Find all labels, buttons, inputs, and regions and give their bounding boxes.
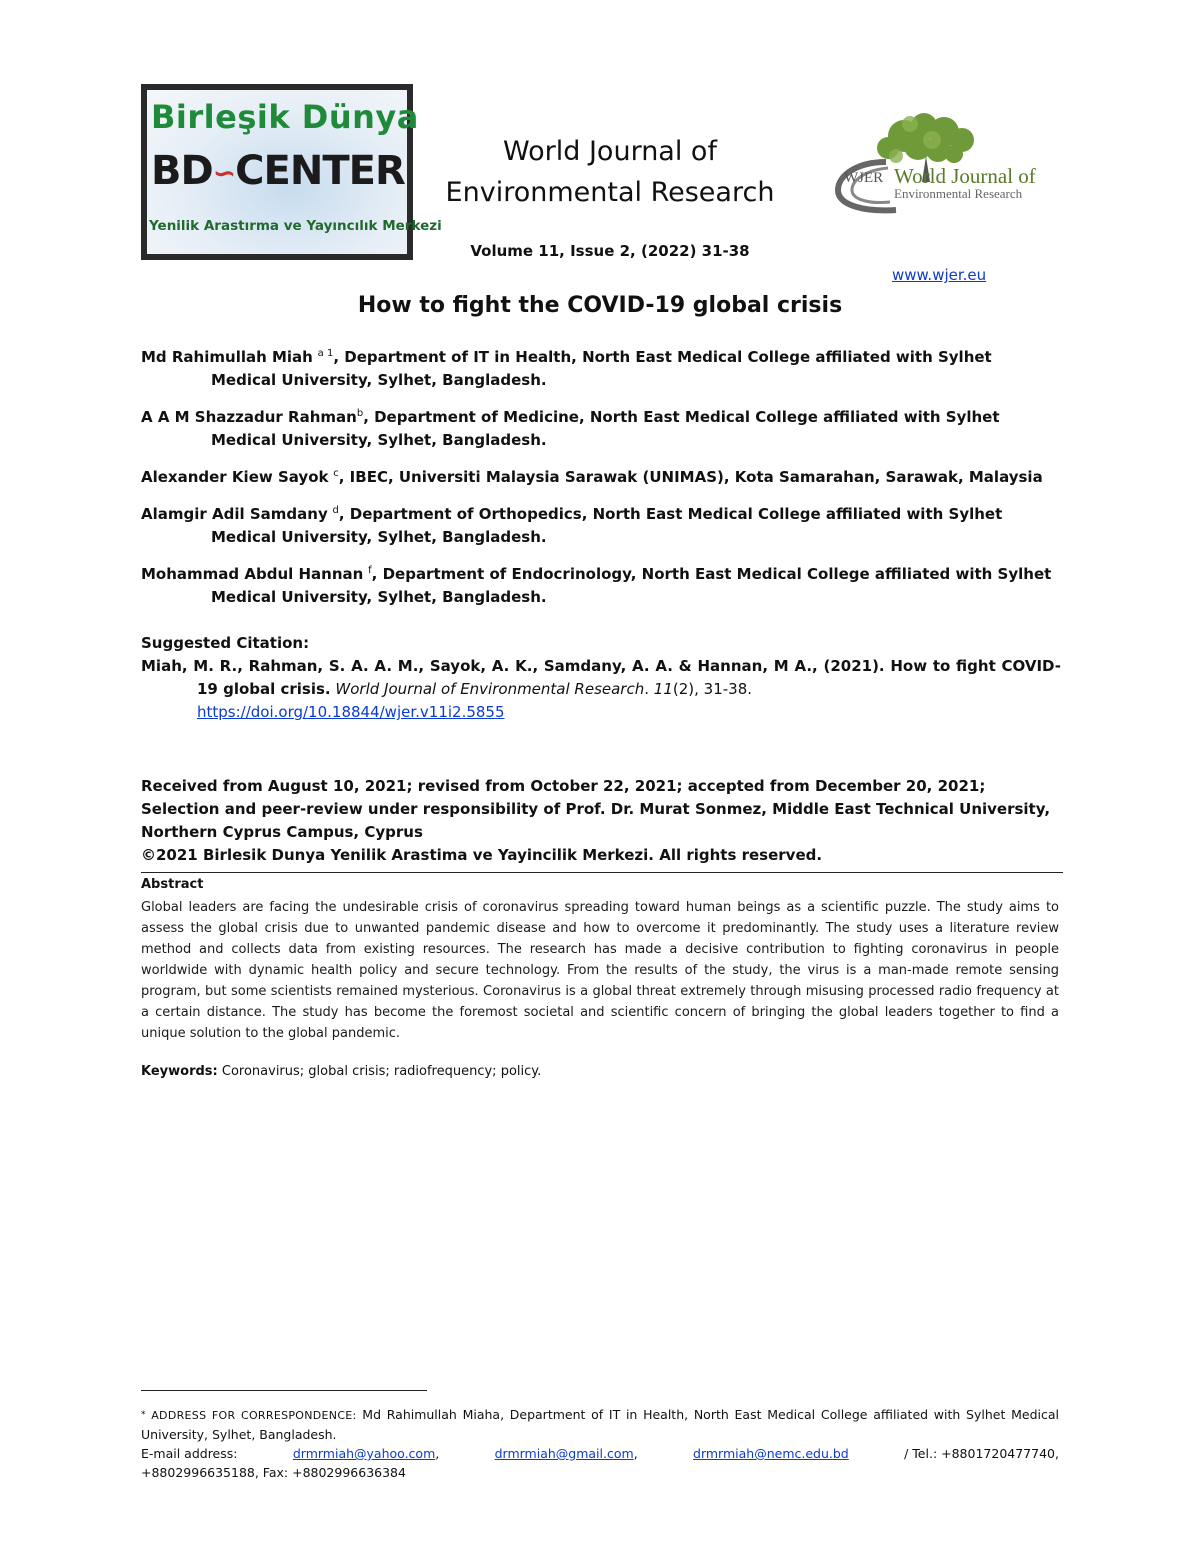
- author-entry: Alexander Kiew Sayok $^c$, IBEC, Universiti Malaysia Sarawak (UNIMAS), Kota Samarahan, Sarawak, Malaysia: [141, 468, 1043, 486]
- journal-logo-abbr: WJER: [844, 170, 884, 186]
- journal-logo: [826, 112, 1094, 218]
- volume-info: Volume 11, Issue 2, (2022) 31-38: [470, 242, 750, 260]
- email-line: E-mail address: drmrmiah@yahoo.com, drmrmiah@gmail.com, drmrmiah@nemc.edu.bd / Tel.: +8801720477740,: [141, 1446, 1059, 1461]
- abstract-text: Global leaders are facing the undesirable crisis of coronavirus spreading toward human beings as a scientific puzzle. The study aims to assess the global crisis due to unwanted pandemic disease and how to overcome it predominantly. The study uses a literature review method and collects data from existing resources. The research has made a decisive contribution to fighting coronavirus in people worldwide with dynamic health policy and secure technology. From the results of the study, the virus is a man-made remote sensing program, but some scientists remained mysterious. Coronavirus is a global threat extremely through misusing processed radio frequency at a certain distance. The study has become the foremost societal and scientific concern of bringing the global leaders together to find a unique solution to the global pandemic.: [141, 900, 1059, 1041]
- publisher-logo-subtitle: Yenilik Arastırma ve Yayıncılık Merkezi: [149, 218, 442, 234]
- section-divider: [141, 872, 1063, 873]
- email-link-yahoo[interactable]: drmrmiah@yahoo.com: [292, 1446, 436, 1461]
- submission-dates: [141, 775, 1061, 867]
- publisher-logo: [141, 84, 442, 260]
- peer-review-note: Selection and peer-review under responsibility of Prof. Dr. Murat Sonmez, Middle East Technical University, Northern Cyprus Campus, Cyprus: [141, 800, 1051, 841]
- author-list: [141, 342, 1061, 619]
- citation-heading: Suggested Citation:: [141, 634, 310, 652]
- email-link-nemc[interactable]: drmrmiah@nemc.edu.bd: [693, 1446, 849, 1461]
- keywords: Keywords: Coronavirus; global crisis; radiofrequency; policy.: [141, 1064, 542, 1079]
- copyright-notice: ©2021 Birlesik Dunya Yenilik Arastima ve Yayincilik Merkezi. All rights reserved.: [141, 846, 823, 864]
- journal-title: World Journal of Environmental Research: [445, 136, 775, 208]
- suggested-citation: [141, 632, 1061, 724]
- publisher-logo-center: BD∽CENTER: [151, 148, 405, 194]
- citation-body: Miah, M. R., Rahman, S. A. A. M., Sayok, A. K., Samdany, A. A. & Hannan, M A., (2021). How to fight COVID-19 global crisis. World Journal of Environmental Research. 11(2), 31-38. https://doi.org/10.18844/wjer.v11i2.5855: [141, 657, 1061, 721]
- received-dates: Received from August 10, 2021; revised from October 22, 2021; accepted from December 20, 2021;: [141, 777, 986, 795]
- abstract-heading: Abstract: [141, 877, 204, 892]
- publisher-logo-name: Birleşik Dünya: [151, 98, 419, 136]
- journal-logo-text: World Journal of Environmental Research: [894, 164, 1036, 201]
- journal-website-link[interactable]: www.wjer.eu: [892, 266, 987, 284]
- phone-fax: +8802996635188, Fax: +8802996636384: [141, 1465, 406, 1480]
- author-entry: Mohammad Abdul Hannan $^f$, Department of Endocrinology, North East Medical College affiliated with Sylhet Medical University, Sylhet, Bangladesh.: [141, 565, 1052, 606]
- author-entry: Md Rahimullah Miah $^{a 1}$, Department of IT in Health, North East Medical College affiliated with Sylhet Medical University, Sylhet, Bangladesh.: [141, 348, 992, 389]
- paper-title: How to fight the COVID-19 global crisis: [357, 293, 843, 318]
- email-link-gmail[interactable]: drmrmiah@gmail.com: [494, 1446, 634, 1461]
- doi-link[interactable]: https://doi.org/10.18844/wjer.v11i2.5855: [197, 703, 505, 721]
- footnote-divider: [141, 1390, 427, 1391]
- correspondence-footnote: * ADDRESS FOR CORRESPONDENCE: Md Rahimullah Miaha, Department of IT in Health, North East Medical College affiliated with Sylhet Medical University, Sylhet, Bangladesh. E-mail address: drmrmiah@yahoo.com, drmrmiah@gmail.com, drmrmiah@nemc.edu.bd / Tel.: +8801720477740, +8802996635188, Fax: +8802996636384: [141, 1407, 1059, 1480]
- swirl-icon: ∽: [212, 156, 236, 190]
- author-entry: A A M Shazzadur Rahman$^b$, Department of Medicine, North East Medical College affiliated with Sylhet Medical University, Sylhet, Bangladesh.: [141, 408, 1000, 449]
- author-entry: Alamgir Adil Samdany $^d$, Department of Orthopedics, North East Medical College affiliated with Sylhet Medical University, Sylhet, Bangladesh.: [141, 505, 1003, 546]
